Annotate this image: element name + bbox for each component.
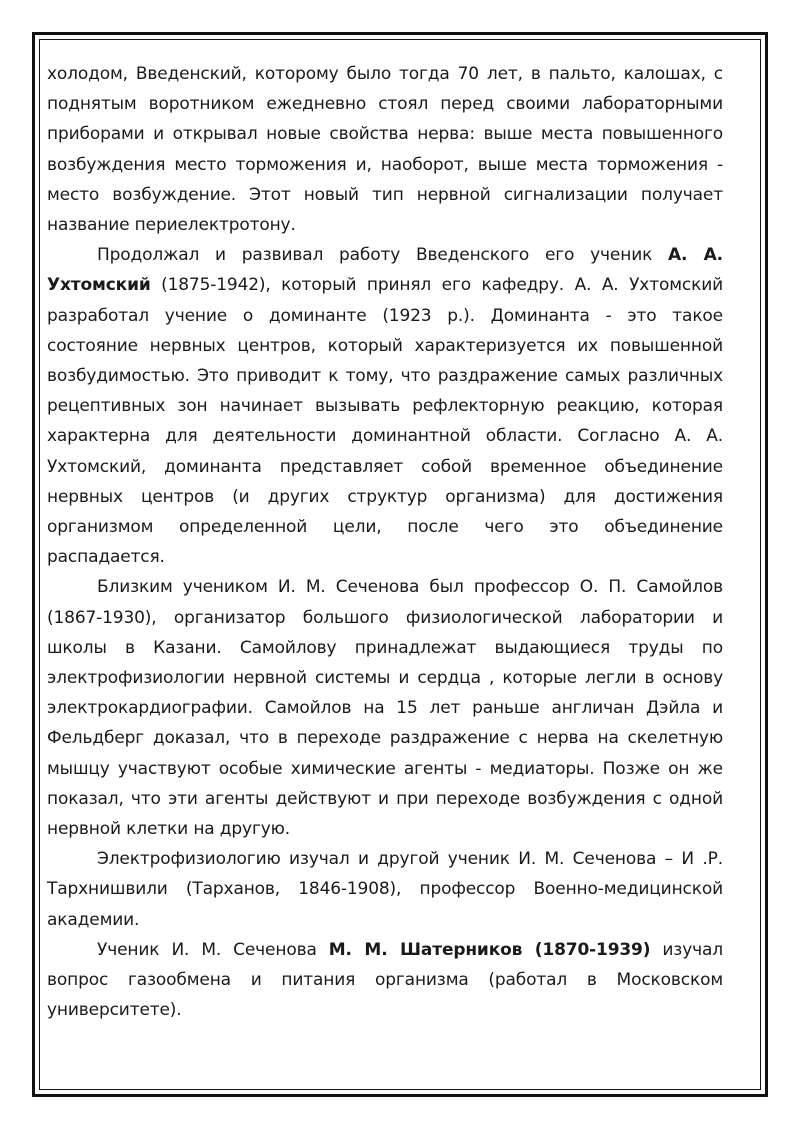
- paragraph-samoylov: [47, 572, 723, 844]
- paragraph-text: Ученик И. М. Сеченова: [97, 939, 329, 960]
- paragraph-text: холодом, Введенский, которому было тогда 70 лет, в пальто, калошах, с поднятым воротником ежедневно стоял перед своими лабораторными приборами и открывал новые свойства нерва: выше места повышенного возбуждения место торможения и, наоборот, выше места торможения - место возбуждение. Этот новый тип нервной сигнализации получает название периелектротону.: [47, 64, 723, 236]
- bold-name-shaternikov: М. М. Шатерников (1870-1939): [328, 939, 651, 960]
- paragraph-text: (1875-1942), который принял его кафедру. А. А. Ухтомский разработал учение о доминанте (1923 р.). Доминанта - это такое состояние нервных центров, который характеризуется их повышенной возбудимостью. Это приводит к тому, что раздражение самых различных рецептивных зон начинает вызывать рефлекторную реакцию, которая характерна для деятельности доминантной области. Согласно А. А. Ухтомский, доминанта представляет собой временное объединение нервных центров (и других структур организма) для достижения организмом определенной цели, после чего это объединение распадается.: [47, 275, 723, 568]
- paragraph-text: Близким учеником И. М. Сеченова был профессор О. П. Самойлов (1867-1930), организатор большого физиологической лаборатории и школы в Казани. Самойлову принадлежат выдающиеся труды по электрофизиологии нервной системы и сердца , которые легли в основу электрокардиографии. Самойлов на 15 лет раньше англичан Дэйла и Фельдберг доказал, что в переходе раздражение с нерва на скелетную мышцу участвуют особые химические агенты - медиаторы. Позже он же показал, что эти агенты действуют и при переходе возбуждения с одной нервной клетки на другую.: [47, 577, 723, 840]
- paragraph-tarkhnishvili: [47, 844, 723, 935]
- paragraph-text: Продолжал и развивал работу Введенского его ученик: [97, 245, 669, 266]
- paragraph-ukhtomsky: [47, 240, 723, 572]
- paragraph-text: изучал вопрос газообмена и питания организма (работал в Московском университете).: [47, 939, 723, 1021]
- paragraph-text: Электрофизиологию изучал и другой ученик И. М. Сеченова – И .Р. Тархнишвили (Тарханов, 1846-1908), профессор Военно-медицинской академии.: [47, 849, 723, 930]
- document-body: [47, 59, 723, 1026]
- paragraph-vvedensky-continued: [47, 59, 723, 240]
- bold-name-ukhtomsky: А. А. Ухтомский: [47, 245, 723, 296]
- paragraph-shaternikov: [47, 935, 723, 1026]
